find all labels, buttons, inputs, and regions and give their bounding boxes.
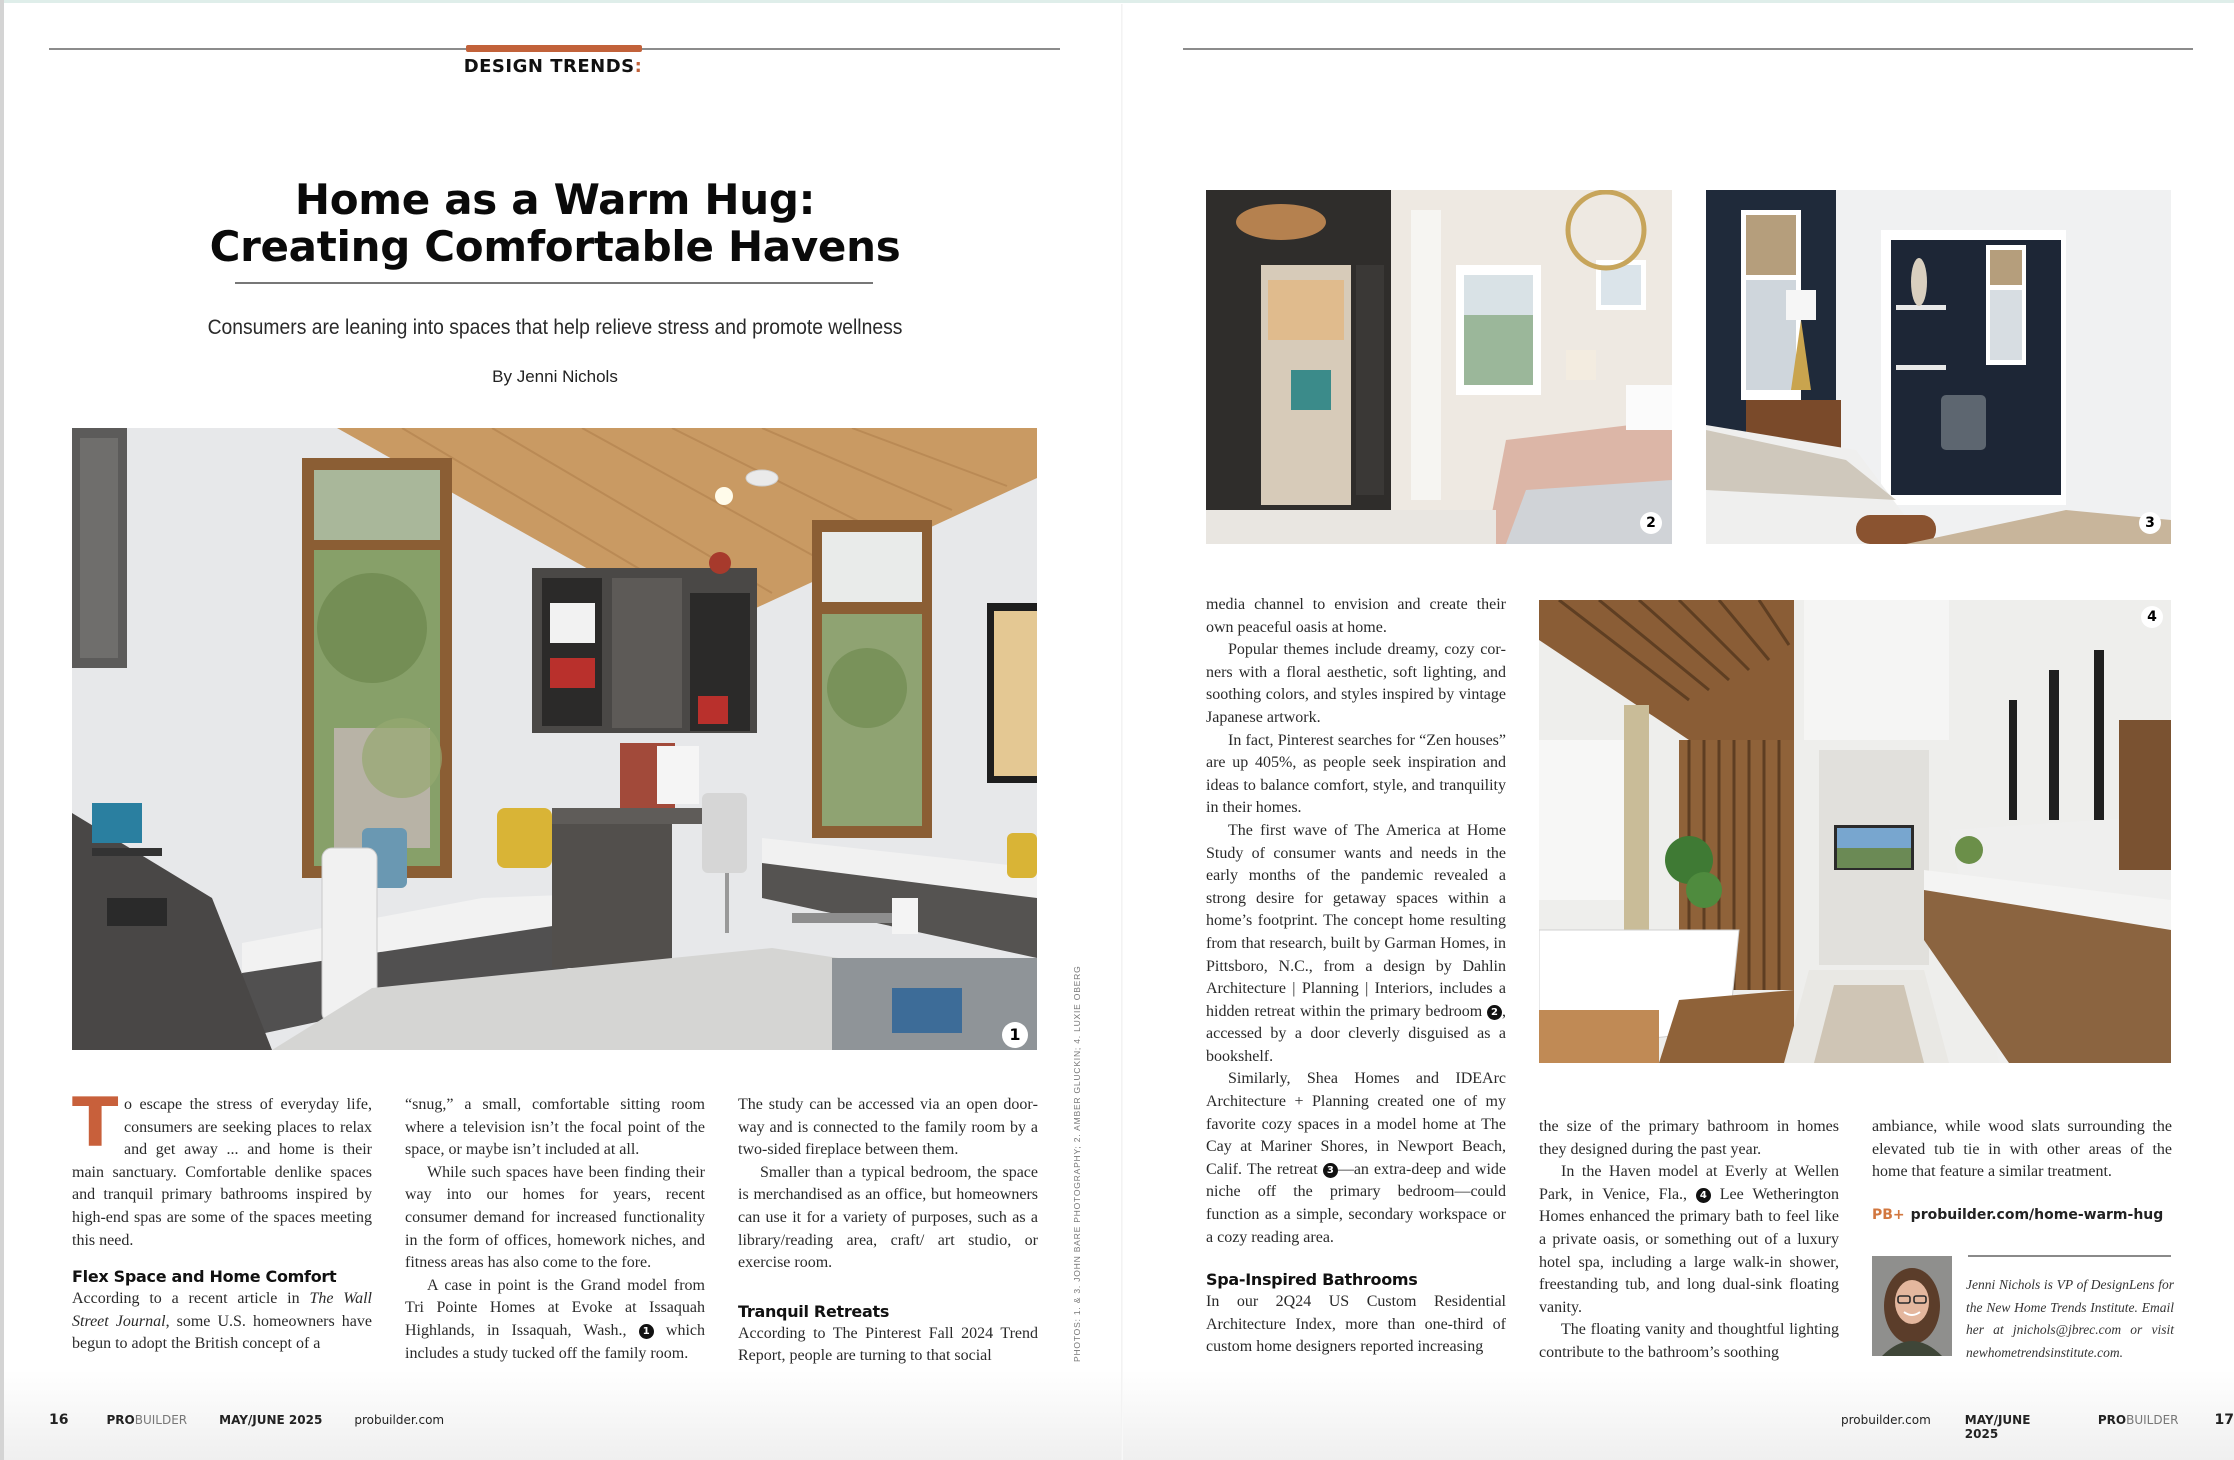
photo-reference-4-icon: 4 <box>1696 1188 1711 1203</box>
pb-plus-url[interactable]: probuilder.com/home-warm-hug <box>1910 1207 2164 1223</box>
paragraph: Popular themes include dreamy, cozy corners with a floral aesthetic, soft lighting, and soothing colors, and styles inspired by vintage Japanese artwork. <box>1206 641 1506 726</box>
section-accent-bar <box>466 45 642 52</box>
left-column-3 <box>738 1094 1038 1368</box>
author-headshot <box>1872 1256 1952 1356</box>
bedroom-bookshelf-illustration <box>1206 190 1672 544</box>
right-page-footer <box>1841 1412 2234 1441</box>
site-url[interactable]: probuilder.com <box>1841 1413 1931 1427</box>
header-rule <box>1183 48 2193 50</box>
subhead-tranquil-retreats: Tranquil Retreats <box>738 1301 890 1321</box>
home-office-illustration <box>72 428 1037 1050</box>
pb-plus-label: PB+ <box>1872 1207 1905 1223</box>
publication-name: The Wall Street Journal <box>72 1290 372 1330</box>
author-portrait-illustration <box>1872 1256 1952 1356</box>
paragraph: Smaller than a typical bedroom, the space is merchandised as an office, but homeowners can use it for a variety of purposes, such as a library/reading area, craft/ art studio, or exercise room. <box>738 1163 1038 1272</box>
paragraph: the size of the primary bathroom in homes they designed during the past year. <box>1539 1118 1839 1158</box>
magazine-brand: PROBUILDER <box>106 1413 188 1427</box>
navy-nook-illustration <box>1706 190 2171 544</box>
paragraph: ambiance, while wood slats surrounding the elevated tub tie in with other areas of the home that feature a similar treatment. <box>1872 1118 2172 1181</box>
photo-home-office <box>72 428 1037 1050</box>
title-line-2: Creating Comfortable Havens <box>209 222 901 271</box>
section-tag-colon: : <box>634 56 643 77</box>
photo-reference-1-icon: 1 <box>639 1324 654 1339</box>
paragraph: The floating vanity and thoughtful lighting contribute to the bathroom’s soothing <box>1539 1321 1839 1361</box>
page-number: 17 <box>2214 1412 2234 1428</box>
issue-date: MAY/JUNE 2025 <box>1964 1413 2031 1441</box>
section-tag-text: DESIGN TRENDS <box>463 56 635 77</box>
paragraph: A case in point is the Grand model from Tri Pointe Homes at Evoke at Issaquah Highlands, in Issaquah, Wash., 1 which includes a study tucked off the family room. <box>405 1276 706 1362</box>
paragraph: In the Haven model at Everly at Wellen Park, in Venice, Fla., 4 Lee Wetherington Homes enhanced the primary bath to feel like a private oasis, or something out of a luxury hotel spa, including a large walk-in shower, freestanding tub, and long dual-sink floating vanity. <box>1539 1163 1839 1316</box>
site-url[interactable]: probuilder.com <box>354 1413 445 1427</box>
photo-navy-reading-nook <box>1706 190 2171 544</box>
paragraph: In our 2Q24 US Custom Residential Architecture Index, more than one-third of custom home designers reported increasing <box>1206 1293 1506 1356</box>
photo-bookshelf-bedroom <box>1206 190 1672 544</box>
paragraph: In fact, Pinterest searches for “Zen houses” are up 405%, as people seek inspiration and ideas to balance comfort, style, and tranquility in their homes. <box>1206 731 1506 817</box>
left-page-footer <box>49 1412 444 1428</box>
photo-reference-2-icon: 2 <box>1487 1005 1502 1020</box>
paragraph: “snug,” a small, comfortable sitting room where a television isn’t the focal point of the space, or maybe isn’t included at all. <box>405 1096 705 1159</box>
photo-spa-bathroom <box>1539 600 2171 1063</box>
right-column-2 <box>1539 1116 1839 1365</box>
paragraph: According to a recent article in The Wall Street Journal, some U.S. homeowners have begun to adopt the British concept of a <box>72 1290 372 1353</box>
photo-reference-3-icon: 3 <box>1323 1163 1338 1178</box>
paragraph: According to The Pinterest Fall 2024 Trend Report, people are turning to that social <box>738 1324 1038 1365</box>
spread-gutter <box>1121 4 1123 1460</box>
issue-date: MAY/JUNE 2025 <box>219 1413 323 1427</box>
paragraph: media channel to envision and create their own peaceful oasis at home. <box>1206 596 1506 636</box>
photo-credits: PHOTOS: 1. & 3. JOHN BARE PHOTOGRAPHY; 2. AMBER GLUCKIN; 4. LUXIE OBERG <box>1072 965 1082 1362</box>
subhead-spa-bathrooms: Spa-Inspired Bathrooms <box>1206 1270 1418 1290</box>
subhead-flex-space: Flex Space and Home Comfort <box>72 1267 337 1287</box>
left-column-1 <box>72 1084 372 1356</box>
drop-cap: T <box>72 1084 119 1163</box>
article-subtitle: Consumers are leaning into spaces that help relieve stress and promote wellness <box>207 316 903 339</box>
photo-number-badge: 2 <box>1640 512 1662 534</box>
photo-number-badge: 4 <box>2141 606 2163 628</box>
page-number: 16 <box>49 1412 69 1428</box>
intro-paragraph: o escape the stress of everyday life, consumers are seeking places to relax and get away ... and home is their main sanctuary. Comfortable denlike spaces and tranquil primary bathrooms inspired by high-end spas are some of the spaces meeting this need. <box>72 1096 372 1249</box>
paragraph: Similarly, Shea Homes and IDEArc Architecture + Planning created one of my favorite cozy spaces in a model home at The Cay at Mariner Shores, in Newport Beach, Calif. The retreat 3 —an extra-deep and wide niche off the primary bedroom—could function as a simple, secondary workspace or a cozy reading area. <box>1206 1070 1506 1246</box>
right-column-1 <box>1206 594 1506 1359</box>
viewer-top-edge <box>0 0 2234 3</box>
article-title <box>72 176 1038 270</box>
title-line-1: Home as a Warm Hug: <box>294 175 816 224</box>
paragraph: The study can be accessed via an open doorway and is connected to the family room by a two-sided fireplace between them. <box>738 1096 1038 1159</box>
section-tag <box>0 56 1106 77</box>
photo-number-badge: 1 <box>1002 1022 1028 1048</box>
author-bio: Jenni Nichols is VP of DesignLens for the New Home Trends Institute. Email her at jnichols@jbrec.com or visit newhometrendsinstitute.com. <box>1966 1277 2174 1360</box>
paragraph: While such spaces have been finding their way into our homes for years, recent consumer demand for increased functionality in the form of offices, homework niches, and fitness areas has also come to the fore. <box>405 1163 705 1272</box>
photo-number-badge: 3 <box>2139 512 2161 534</box>
right-column-3 <box>1872 1116 2172 1184</box>
paragraph: The first wave of The America at Home Study of consumer wants and needs in the early months of the pandemic revealed a strong desire for getaway spaces within a home’s footprint. The concept home resulting from that research, built by Garman Homes, in Pittsboro, N.C., from a design by Dahlin Architecture | Planning | Interiors, includes a hidden retreat within the primary bedroom 2 , accessed by a door cleverly disguised as a bookshelf. <box>1206 821 1506 1065</box>
pb-plus-link[interactable] <box>1872 1207 2163 1223</box>
byline: By Jenni Nichols <box>492 367 618 386</box>
magazine-brand: PROBUILDER <box>2097 1413 2179 1427</box>
bio-rule <box>1968 1255 2171 1257</box>
viewer-left-edge <box>0 0 4 1460</box>
spa-bathroom-illustration <box>1539 600 2171 1063</box>
title-underline <box>235 282 873 284</box>
left-column-2 <box>405 1094 705 1365</box>
